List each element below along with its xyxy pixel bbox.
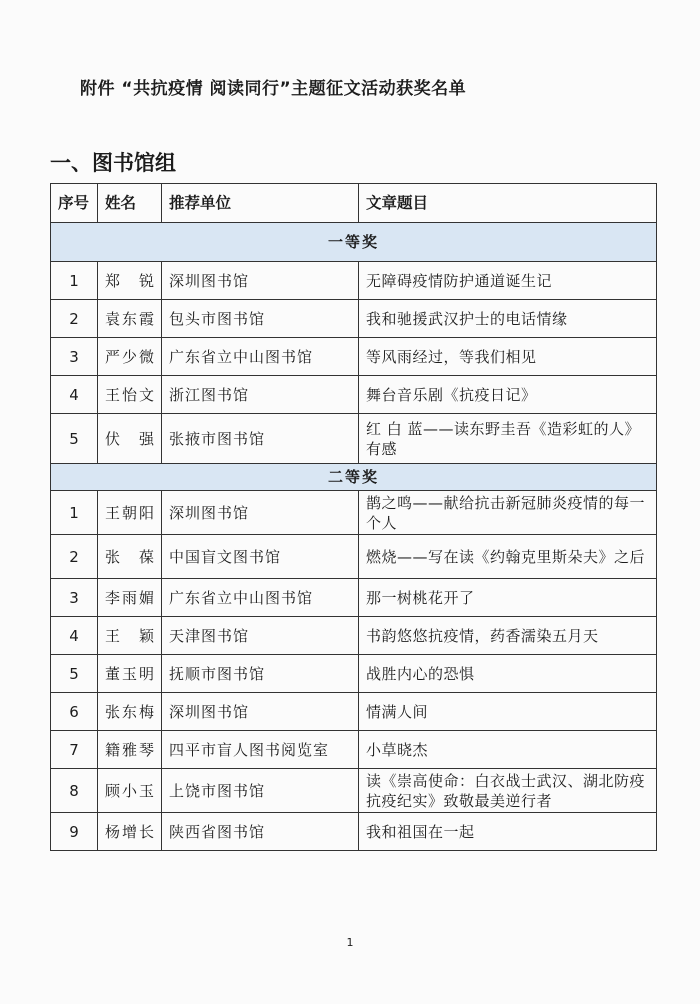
cell-name: 王朝阳 <box>98 491 162 535</box>
cell-article-title: 鹊之鸣——献给抗击新冠肺炎疫情的每一个人 <box>359 491 657 535</box>
cell-name: 籍雅琴 <box>98 731 162 769</box>
cell-unit: 上饶市图书馆 <box>162 769 359 813</box>
cell-unit: 浙江图书馆 <box>162 376 359 414</box>
cell-name: 李雨媚 <box>98 579 162 617</box>
table-header-row <box>51 184 657 223</box>
cell-unit: 陕西省图书馆 <box>162 813 359 851</box>
cell-article-title: 燃烧——写在读《约翰克里斯朵夫》之后 <box>359 535 657 579</box>
cell-unit: 中国盲文图书馆 <box>162 535 359 579</box>
document-title: 附件 “共抗疫情 阅读同行”主题征文活动获奖名单 <box>80 79 467 99</box>
header-number: 序号 <box>51 184 98 223</box>
cell-article-title: 那一树桃花开了 <box>359 579 657 617</box>
cell-number: 1 <box>51 491 98 535</box>
cell-name: 郑 锐 <box>98 262 162 300</box>
cell-number: 2 <box>51 535 98 579</box>
cell-article-title: 小草晓杰 <box>359 731 657 769</box>
table-row <box>51 300 657 338</box>
cell-name: 袁东霞 <box>98 300 162 338</box>
cell-number: 1 <box>51 262 98 300</box>
cell-article-title: 战胜内心的恐惧 <box>359 655 657 693</box>
cell-unit: 深圳图书馆 <box>162 491 359 535</box>
section-heading: 一、图书馆组 <box>50 151 176 175</box>
cell-unit: 抚顺市图书馆 <box>162 655 359 693</box>
cell-unit: 包头市图书馆 <box>162 300 359 338</box>
table-row <box>51 693 657 731</box>
cell-name: 张 葆 <box>98 535 162 579</box>
table-row <box>51 731 657 769</box>
award-group-row <box>51 223 657 262</box>
award-list-table <box>50 183 657 851</box>
cell-article-title: 读《崇高使命：白衣战士武汉、湖北防疫抗疫纪实》致敬最美逆行者 <box>359 769 657 813</box>
cell-unit: 天津图书馆 <box>162 617 359 655</box>
cell-name: 董玉明 <box>98 655 162 693</box>
cell-number: 2 <box>51 300 98 338</box>
cell-unit: 四平市盲人图书阅览室 <box>162 731 359 769</box>
cell-unit: 深圳图书馆 <box>162 262 359 300</box>
cell-unit: 深圳图书馆 <box>162 693 359 731</box>
table-row <box>51 579 657 617</box>
cell-name: 张东梅 <box>98 693 162 731</box>
table-row <box>51 655 657 693</box>
cell-number: 4 <box>51 617 98 655</box>
table-row <box>51 338 657 376</box>
award-group-row <box>51 464 657 491</box>
cell-article-title: 书韵悠悠抗疫情，药香濡染五月天 <box>359 617 657 655</box>
table-row <box>51 414 657 464</box>
cell-number: 3 <box>51 338 98 376</box>
cell-article-title: 我和祖国在一起 <box>359 813 657 851</box>
cell-number: 4 <box>51 376 98 414</box>
award-group-label: 二等奖 <box>51 464 657 491</box>
table-row <box>51 617 657 655</box>
cell-name: 严少微 <box>98 338 162 376</box>
cell-name: 顾小玉 <box>98 769 162 813</box>
cell-article-title: 红 白 蓝——读东野圭吾《造彩虹的人》有感 <box>359 414 657 464</box>
cell-number: 7 <box>51 731 98 769</box>
cell-name: 杨增长 <box>98 813 162 851</box>
cell-unit: 张掖市图书馆 <box>162 414 359 464</box>
table-row <box>51 813 657 851</box>
cell-article-title: 我和驰援武汉护士的电话情缘 <box>359 300 657 338</box>
cell-article-title: 舞台音乐剧《抗疫日记》 <box>359 376 657 414</box>
header-unit: 推荐单位 <box>162 184 359 223</box>
table-row <box>51 491 657 535</box>
header-name: 姓名 <box>98 184 162 223</box>
cell-number: 8 <box>51 769 98 813</box>
page-number: 1 <box>346 936 354 949</box>
cell-article-title: 无障碍疫情防护通道诞生记 <box>359 262 657 300</box>
table-row <box>51 376 657 414</box>
cell-number: 3 <box>51 579 98 617</box>
cell-number: 5 <box>51 414 98 464</box>
cell-name: 伏 强 <box>98 414 162 464</box>
cell-article-title: 等风雨经过，等我们相见 <box>359 338 657 376</box>
table-row <box>51 769 657 813</box>
award-group-label: 一等奖 <box>51 223 657 262</box>
cell-name: 王 颖 <box>98 617 162 655</box>
cell-article-title: 情满人间 <box>359 693 657 731</box>
cell-number: 5 <box>51 655 98 693</box>
table-row <box>51 262 657 300</box>
cell-name: 王怡文 <box>98 376 162 414</box>
header-article-title: 文章题目 <box>359 184 657 223</box>
cell-unit: 广东省立中山图书馆 <box>162 338 359 376</box>
cell-unit: 广东省立中山图书馆 <box>162 579 359 617</box>
cell-number: 9 <box>51 813 98 851</box>
cell-number: 6 <box>51 693 98 731</box>
table-row <box>51 535 657 579</box>
